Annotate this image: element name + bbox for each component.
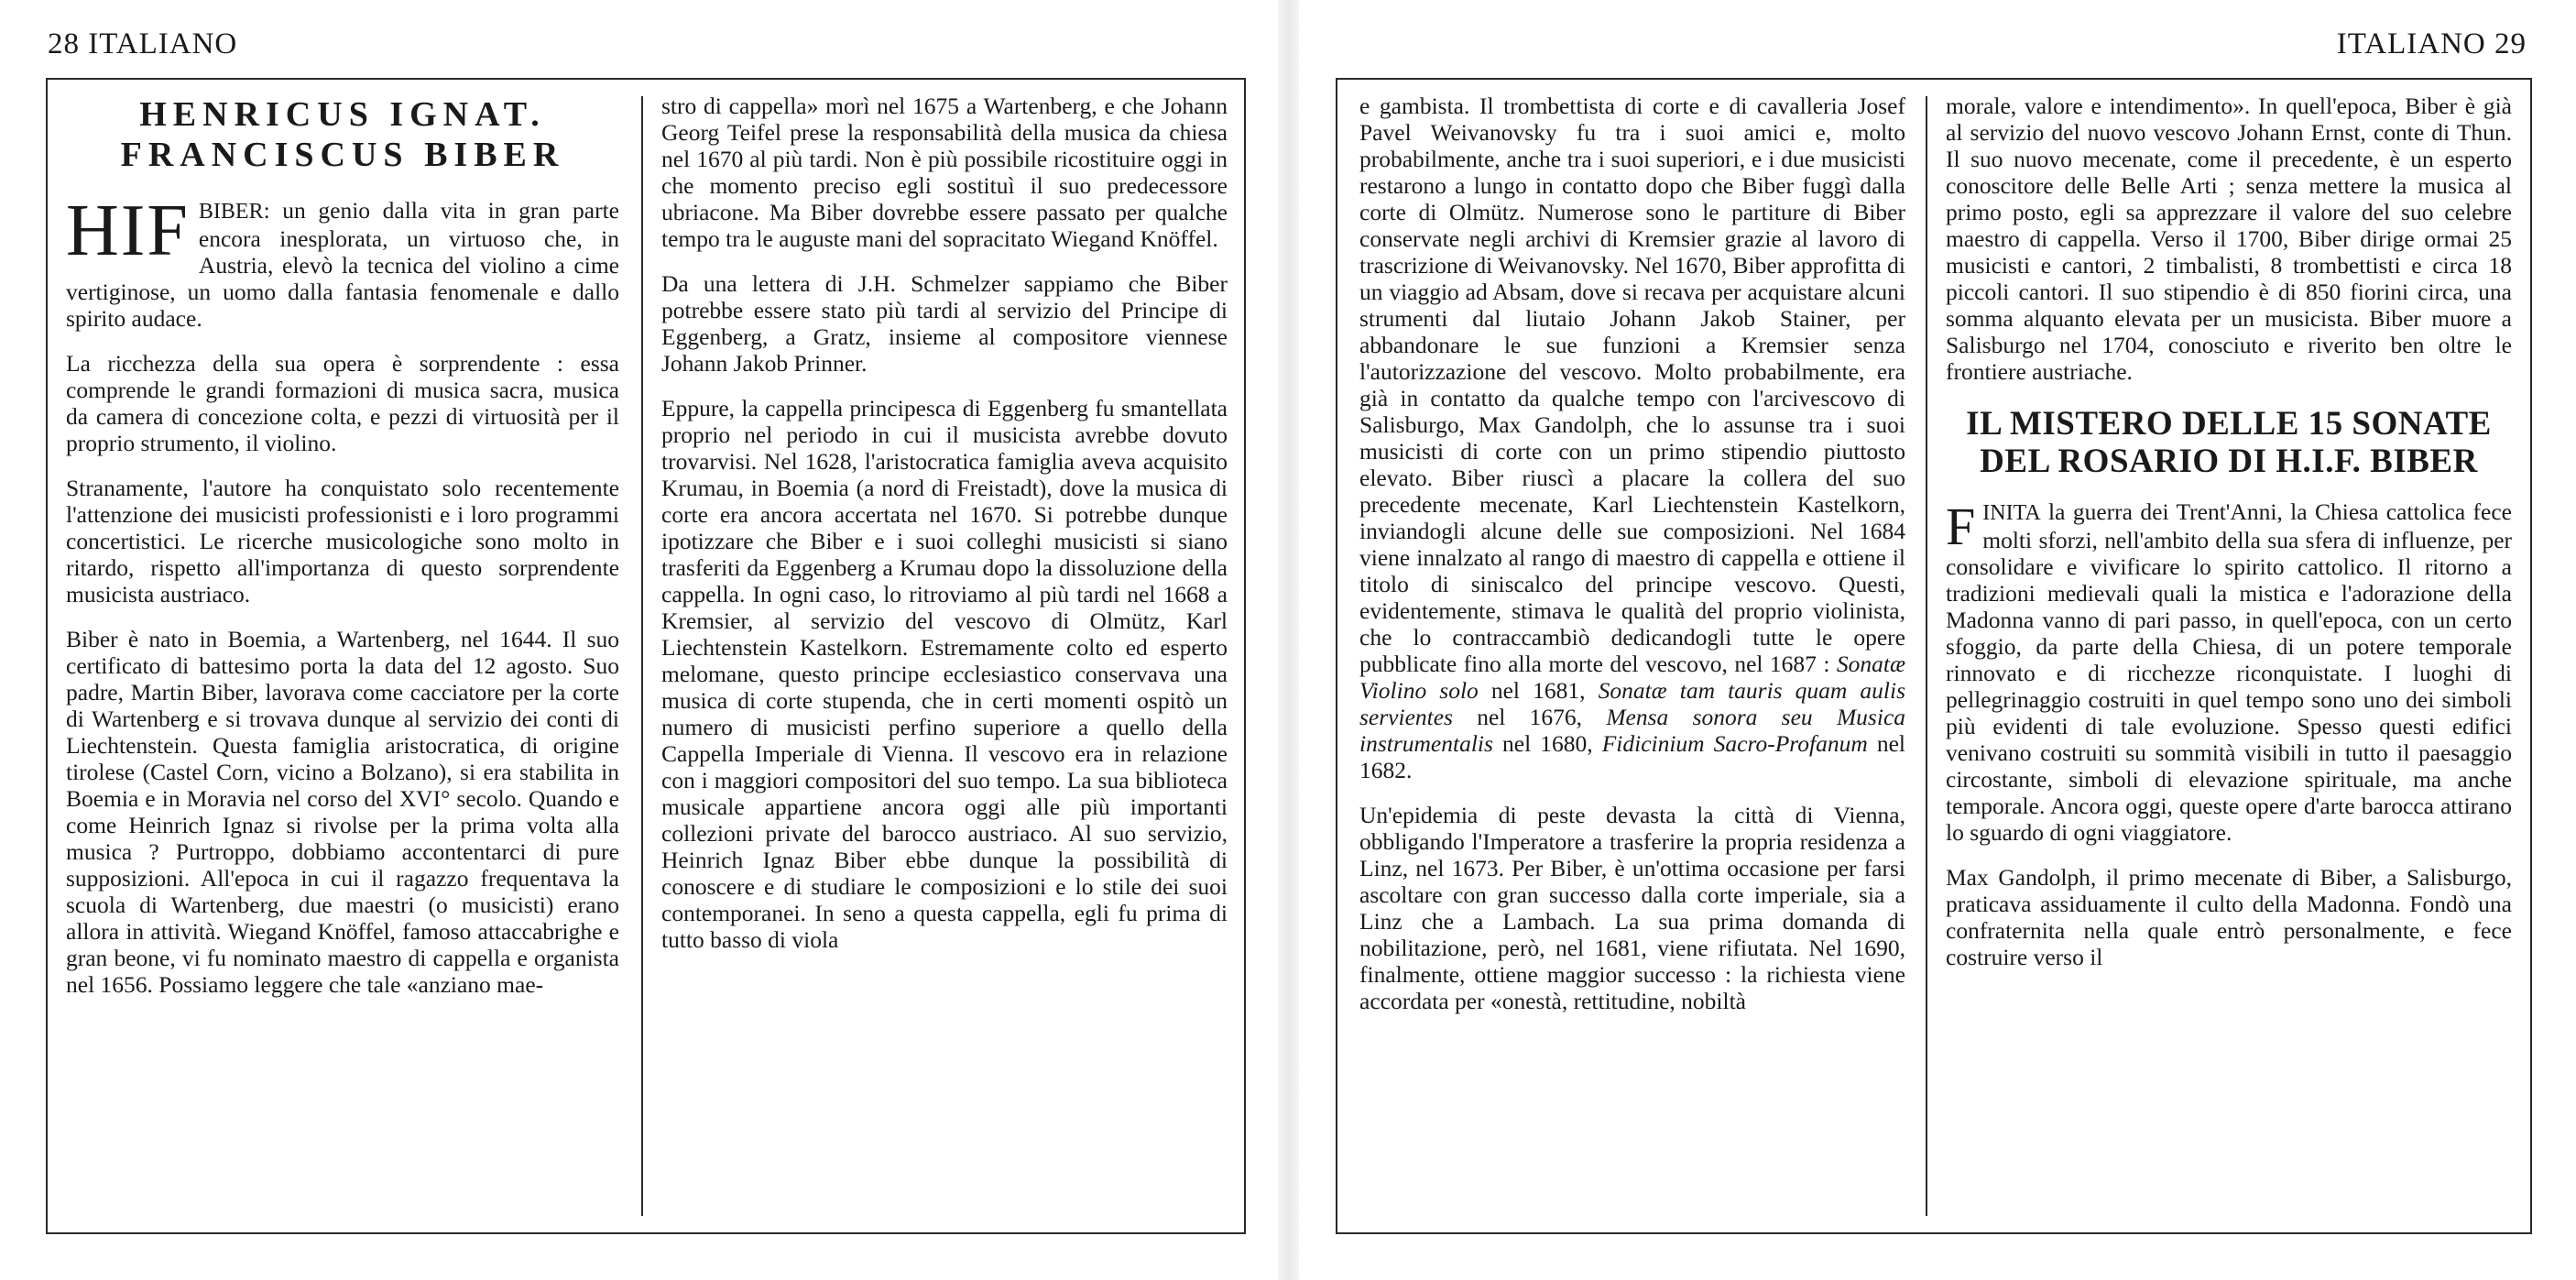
right-text-frame bbox=[1336, 78, 2532, 1234]
column-divider bbox=[1926, 96, 1927, 1216]
right-column-1 bbox=[1359, 93, 1905, 1220]
work-title: Mensa sonora seu Musica instrumentalis bbox=[1359, 704, 1905, 757]
left-text-frame bbox=[46, 78, 1246, 1234]
body-paragraph: Da una lettera di J.H. Schmelzer sappiamo che Biber potrebbe essere stato più tardi al servizio del Principe di Eggenberg, a Gratz, insieme al compositore viennese Johann Jakob Prinner. bbox=[661, 270, 1228, 377]
section-smallcaps: INITA bbox=[1982, 501, 2041, 525]
dropcap-f: F bbox=[1946, 497, 1978, 556]
work-title: Sonatæ tam tauris quam aulis servientes bbox=[1359, 677, 1905, 730]
book-spine bbox=[1278, 0, 1299, 1280]
right-running-head: ITALIANO 29 bbox=[2336, 27, 2527, 60]
left-column-2 bbox=[661, 93, 1228, 1220]
left-running-head: 28 ITALIANO bbox=[48, 27, 238, 60]
intro-paragraph bbox=[66, 191, 619, 332]
intro-smallcaps: BIBER bbox=[198, 200, 264, 224]
intro-text: : un genio dalla vita in gran parte encora inesplorata, un virtuoso che, in Austria, elevò la tecnica del violino a cime vertiginose, un uomo dalla fantasia fenomenale e dallo spirito audace. bbox=[66, 197, 619, 332]
body-paragraph: Un'epidemia di peste devasta la città di Vienna, obbligando l'Imperatore a trasferire la propria residenza a Linz, nel 1673. Per Biber, è un'ottima occasione per farsi ascoltare con gran successo dalla corte imperiale, sia a Linz che a Lambach. La sua prima domanda di nobilitazione, però, nel 1681, viene rifiutata. Nel 1690, finalmente, ottiene maggior successo : la richiesta viene accordata per «onestà, rettitudine, nobiltà bbox=[1359, 802, 1905, 1014]
body-paragraph: Stranamente, l'autore ha conquistato solo recentemente l'attenzione dei musicisti professionisti e i loro programmi concertistici. Le ricerche musicologiche sono molto in ritardo, rispetto all'importanza di questo sorprendente musicista austriaco. bbox=[66, 475, 619, 607]
dropcap-initials: HIF bbox=[66, 191, 190, 271]
work-title: Sonatæ Violino solo bbox=[1359, 651, 1905, 704]
left-page bbox=[0, 0, 1278, 1280]
body-paragraph: La ricchezza della sua opera è sorprendente : essa comprende le grandi formazioni di musica sacra, musica da camera di concezione colta, e pezzi di virtuosità per il proprio strumento, il violino. bbox=[66, 350, 619, 456]
body-paragraph: e gambista. Il trombettista di corte e di cavalleria Josef Pavel Weivanovsky fu tra i suoi amici e, molto probabilmente, anche tra i suoi superiori, e i due musicisti restarono a lungo in contatto dopo che Biber fuggì dalla corte di Olmütz. Numerose sono le partiture di Biber conservate negli archivi di Kremsier grazie al lavoro di trascrizione di Weivanovsky. Nel 1670, Biber approfitta di un viaggio ad Absam, dove si recava per acquistare alcuni strumenti dal liutaio Johann Jakob Stainer, per abbandonare le sue funzioni a Kremsier senza l'autorizzazione del vescovo. Molto probabilmente, era già in contatto da qualche tempo con l'arcivescovo di Salisburgo, Max Gandolph, che lo assunse tra i suoi musicisti di corte con un primo stipendio piuttosto elevato. Biber riuscì a placare la collera del suo precedente mecenate, Karl Liechtenstein Kastelkorn, inviandogli alcune delle sue composizioni. Nel 1684 viene innalzato al rango di maestro di cappella e ottiene il titolo di siniscalco del principe vescovo. Questi, evidentemente, stimava le qualità del proprio violinista, che lo contraccambiò dedicandogli tutte le opere pubblicate fino alla morte del vescovo, nel 1687 : Sonatæ Violino solo nel 1681, Sonatæ tam tauris quam aulis servientes nel 1676, Mensa sonora seu Musica instrumentalis nel 1680, Fidicinium Sacro-Profanum nel 1682. bbox=[1359, 93, 1905, 783]
body-paragraph: Biber è nato in Boemia, a Wartenberg, nel 1644. Il suo certificato di battesimo porta la data del 12 agosto. Suo padre, Martin Biber, lavorava come cacciatore per la corte di Wartenberg e si trovava dunque al servizio dei conti di Liechtenstein. Questa famiglia aristocratica, di origine tirolese (Castel Corn, vicino a Bolzano), si era stabilita in Boemia e in Moravia nel corso del XVI° secolo. Quando e come Heinrich Ignaz si rivolse per la prima volta alla musica ? Purtroppo, dobbiamo accontentarci di pure supposizioni. All'epoca in cui il ragazzo frequentava la scuola di Wartenberg, due maestri (o musicisti) erano allora in attività. Wiegand Knöffel, famoso attaccabrighe e gran beone, vi fu nominato maestro di cappella e organista nel 1656. Possiamo leggere che tale «anziano mae- bbox=[66, 626, 619, 998]
right-page bbox=[1299, 0, 2576, 1280]
left-column-1 bbox=[66, 93, 619, 1220]
work-title: Fidicinium Sacro-Profanum bbox=[1601, 730, 1868, 757]
article-title: HENRICUS IGNAT. FRANCISCUS BIBER bbox=[120, 95, 565, 174]
section-intro-paragraph: FINITA la guerra dei Trent'Anni, la Chiesa cattolica fece molti sforzi, nell'ambito della sua sfera di influenze, per consolidare e vivificare lo spirito cattolico. Il ritorno a tradizioni medievali quali la mistica e l'adorazione della Madonna vanno di pari passo, in quell'epoca, con un certo sfoggio, da parte della Chiesa, di un potere temporale rinnovato e di ricchezze riconquistate. I luoghi di pellegrinaggio costruiti in quel tempo sono uno dei simboli più evidenti di tale evoluzione. Spesso questi edifici venivano costruiti su sommità visibili in tutto il paesaggio circostante, simboli di elevazione spirituale, ma anche temporale. Ancora oggi, queste opere d'arte barocca attirano lo sguardo di ogni viaggiatore. bbox=[1946, 497, 2512, 846]
body-paragraph: morale, valore e intendimento». In quell'epoca, Biber è già al servizio del nuovo vescovo Johann Ernst, conte di Thun. Il suo nuovo mecenate, come il precedente, è un esperto conoscitore delle Belle Arti ; senza mettere la musica al primo posto, egli sa apprezzare il valore del suo celebre maestro di cappella. Verso il 1700, Biber dirige ormai 25 musicisti e cantori, 2 timbalisti, 8 trombettisti e circa 18 piccoli cantori. Il suo stipendio è di 850 fiorini circa, una somma alquanto elevata per un musicista. Biber muore a Salisburgo nel 1704, conosciuto e riverito ben oltre le frontiere austriache. bbox=[1946, 93, 2512, 385]
column-divider bbox=[641, 96, 643, 1216]
body-paragraph: Eppure, la cappella principesca di Eggenberg fu smantellata proprio nel periodo in cui il musicista avrebbe dovuto trovarvisi. Nel 1628, l'aristocratica famiglia aveva acquisito Krumau, in Boemia (a nord di Freistadt), dove la musica di corte era ancora accertata nel 1670. Si potrebbe dunque ipotizzare che Biber e i suoi colleghi musicisti si siano trasferiti da Eggenberg a Krumau dopo la dissoluzione della cappella. In ogni caso, lo ritroviamo al più tardi nel 1668 a Kremsier, al servizio del vescovo di Olmütz, Karl Liechtenstein Kastelkorn. Estremamente colto ed esperto melomane, questo principe ecclesiastico conservava una musica di corte stupenda, che in certi momenti ospitò un numero di musicisti perfino superiore a quello della Cappella Imperiale di Vienna. Il vescovo era in relazione con i maggiori compositori del suo tempo. La sua biblioteca musicale appartiene ancora oggi alle più importanti collezioni private del barocco austriaco. Al suo servizio, Heinrich Ignaz Biber ebbe dunque la possibilità di conoscere e di studiare le composizioni e lo stile dei suoi contemporanei. In seno a questa cappella, egli fu prima di tutto basso di viola bbox=[661, 395, 1228, 953]
section-heading: IL MISTERO DELLE 15 SONATE DEL ROSARIO DI H.I.F. BIBER bbox=[1966, 405, 2492, 480]
right-column-2 bbox=[1946, 93, 2512, 1220]
body-paragraph: stro di cappella» morì nel 1675 a Wartenberg, e che Johann Georg Teifel prese la responsabilità della musica da chiesa nel 1670 al più tardi. Non è più possibile ricostituire oggi in che momento preciso egli sostituì il suo predecessore ubriacone. Ma Biber dovrebbe essere passato per qualche tempo tra le auguste mani del sopracitato Wiegand Knöffel. bbox=[661, 93, 1228, 252]
body-paragraph: Max Gandolph, il primo mecenate di Biber, a Salisburgo, praticava assiduamente il culto della Madonna. Fondò una confraternita nella quale entrò personalmente, e fece costruire verso il bbox=[1946, 864, 2512, 970]
